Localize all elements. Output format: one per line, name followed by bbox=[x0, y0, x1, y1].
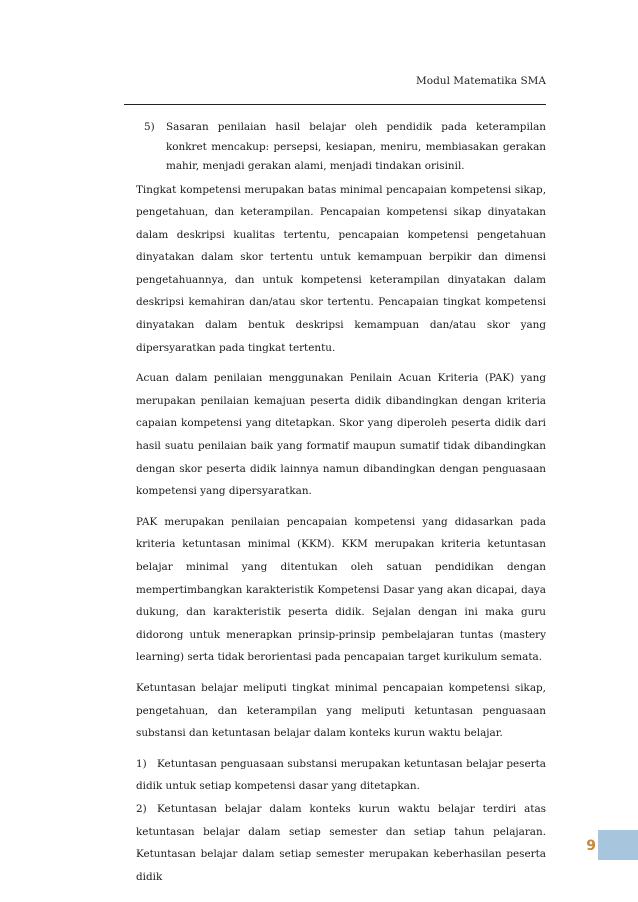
list-item-2: 2) Ketuntasan belajar dalam konteks kurun waktu belajar terdiri atas ketuntasan belajar dalam setiap semester dan setiap tahun pelajaran. Ketuntasan belajar dalam setiap semester merupakan keberhasilan peserta didik bbox=[136, 802, 546, 883]
page-tab-decoration bbox=[598, 830, 638, 860]
header-divider bbox=[124, 104, 546, 105]
paragraph-pak: PAK merupakan penilaian pencapaian kompetensi yang didasarkan pada kriteria ketuntasan minimal (KKM). KKM merupakan kriteria ketuntasan belajar minimal yang ditentukan oleh satuan pendidikan dengan mempertimbangkan karakteristik Kompetensi Dasar yang akan dicapai, daya dukung, dan karakteristik peserta didik. Sejalan dengan ini maka guru didorong untuk menerapkan prinsip-prinsip pembelajaran tuntas (mastery learning) serta tidak berorientasi pada pencapaian target kurikulum semata. bbox=[136, 515, 546, 664]
numbered-item-5 bbox=[136, 118, 546, 177]
running-header: Modul Matematika SMA bbox=[416, 75, 546, 87]
item-number: 5) bbox=[144, 121, 155, 133]
page-number: 9 bbox=[586, 838, 596, 854]
list-item-1: 1) Ketuntasan penguasaan substansi merupakan ketuntasan belajar peserta didik untuk setiap kompetensi dasar yang ditetapkan. bbox=[136, 757, 546, 793]
paragraph-ketuntasan-belajar: Ketuntasan belajar meliputi tingkat minimal pencapaian kompetensi sikap, pengetahuan, dan keterampilan yang meliputi ketuntasan penguasaan substansi dan ketuntasan belajar dalam konteks kurun waktu belajar. bbox=[136, 681, 546, 740]
page-body bbox=[136, 118, 546, 888]
item-text: Sasaran penilaian hasil belajar oleh pendidik pada keterampilan konkret mencakup: persepsi, kesiapan, meniru, membiasakan gerakan mahir, menjadi gerakan alami, menjadi tindakan orisinil. bbox=[166, 121, 546, 172]
paragraph-tingkat-kompetensi: Tingkat kompetensi merupakan batas minimal pencapaian kompetensi sikap, pengetahuan, dan keterampilan. Pencapaian kompetensi sikap dinyatakan dalam deskripsi kualitas tertentu, pencapaian kompetensi pengetahuan dinyatakan dalam skor tertentu untuk kemampuan berpikir dan dimensi pengetahuannya, dan untuk kompetensi keterampilan dinyatakan dalam deskripsi kemahiran dan/atau skor tertentu. Pencapaian tingkat kompetensi dinyatakan dalam bentuk deskripsi kemampuan dan/atau skor yang dipersyaratkan pada tingkat tertentu. bbox=[136, 183, 546, 354]
paragraph-acuan-penilaian: Acuan dalam penilaian menggunakan Penilain Acuan Kriteria (PAK) yang merupakan penilaian kemajuan peserta didik dibandingkan dengan kriteria capaian kompetensi yang ditetapkan. Skor yang diperoleh peserta didik dari hasil suatu penilaian baik yang formatif maupun sumatif tidak dibandingkan dengan skor peserta didik lainnya namun dibandingkan dengan penguasaan kompetensi yang dipersyaratkan. bbox=[136, 372, 546, 498]
